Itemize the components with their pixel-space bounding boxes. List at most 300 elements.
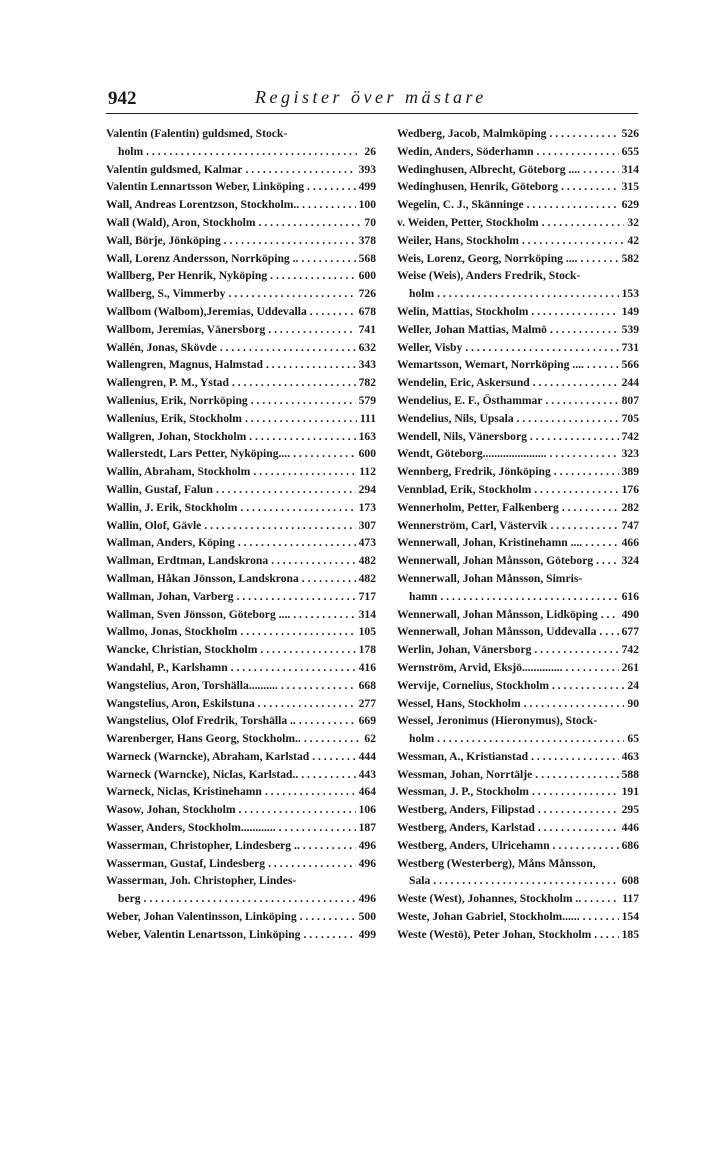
entry-page: 742 <box>621 429 639 443</box>
entry-page: 726 <box>358 287 376 301</box>
leader-dots <box>216 481 356 499</box>
entry-page: 499 <box>358 180 376 194</box>
leader-dots <box>144 890 356 908</box>
index-entry <box>106 606 376 624</box>
entry-page: 731 <box>621 340 639 354</box>
entry-name: Warneck, Niclas, Kristinehamn <box>106 785 262 799</box>
entry-name: Wendelius, E. F., Östhammar <box>397 393 543 407</box>
entry-name: Wallenius, Erik, Norrköping <box>106 393 248 407</box>
entry-page: 568 <box>358 251 376 265</box>
index-entry <box>106 463 376 481</box>
entry-name: holm <box>409 732 435 746</box>
leader-dots <box>302 196 355 214</box>
entry-page: 154 <box>621 910 639 924</box>
index-entry <box>106 801 376 819</box>
entry-page: 446 <box>621 821 639 835</box>
index-entry <box>397 499 639 517</box>
entry-page: 473 <box>358 536 376 550</box>
entry-page: 90 <box>627 696 639 710</box>
index-entry <box>106 321 376 339</box>
entry-page: 191 <box>621 785 639 799</box>
index-entry <box>397 214 639 232</box>
leader-dots <box>437 730 624 748</box>
leader-dots <box>253 463 356 481</box>
index-entry <box>397 872 639 890</box>
index-entry <box>397 178 639 196</box>
entry-page: 62 <box>364 732 376 746</box>
entry-page: 741 <box>358 322 376 336</box>
leader-dots <box>204 517 355 535</box>
entry-name: Wennerwall, Johan Månsson, Lidköping <box>397 607 598 621</box>
index-entry <box>397 606 639 624</box>
entry-name: Wervije, Cornelius, Stockholm <box>397 678 549 692</box>
entry-page: 314 <box>358 607 376 621</box>
entry-name: Wall, Lorenz Andersson, Norrköping .. <box>106 251 299 265</box>
entry-name: Wangstelius, Olof Fredrik, Torshälla .. <box>106 714 296 728</box>
index-entry <box>397 428 639 446</box>
leader-dots <box>531 303 618 321</box>
leader-dots <box>228 285 355 303</box>
entry-page: 600 <box>358 447 376 461</box>
entry-page: 323 <box>621 447 639 461</box>
entry-page: 443 <box>358 767 376 781</box>
entry-page: 106 <box>358 803 376 817</box>
leader-dots <box>550 517 618 535</box>
leader-dots <box>271 552 355 570</box>
leader-dots <box>268 855 356 873</box>
entry-name: Sala <box>409 874 431 888</box>
index-entry <box>397 285 639 303</box>
entry-name: Wessman, A., Kristianstad <box>397 749 529 763</box>
entry-page: 314 <box>621 162 639 176</box>
index-entry <box>397 748 639 766</box>
header-rule <box>106 113 638 114</box>
index-entry <box>397 267 639 285</box>
entry-name: Wallbom, Jeremias, Vänersborg <box>106 322 266 336</box>
leader-dots <box>527 196 619 214</box>
index-entry <box>106 196 376 214</box>
leader-dots <box>279 819 356 837</box>
entry-page: 496 <box>358 838 376 852</box>
entry-page: 496 <box>358 892 376 906</box>
index-entry <box>397 339 639 357</box>
entry-name: Westberg, Anders, Ulricehamn <box>397 838 550 852</box>
index-entry <box>106 908 376 926</box>
index-entry <box>397 801 639 819</box>
entry-name: Weber, Valentin Lenartsson, Linköping <box>106 927 301 941</box>
index-entry <box>397 677 639 695</box>
entry-name: Weste (West), Johannes, Stockholm .. <box>397 892 582 906</box>
page-number: 942 <box>108 88 137 109</box>
index-entry <box>397 588 639 606</box>
leader-dots <box>552 677 624 695</box>
entry-name: Wall, Andreas Lorentzson, Stockholm.. <box>106 198 300 212</box>
index-entry <box>106 552 376 570</box>
leader-dots <box>299 712 356 730</box>
entry-page: 65 <box>627 732 639 746</box>
index-entry <box>106 534 376 552</box>
leader-dots <box>531 748 619 766</box>
leader-dots <box>266 356 356 374</box>
entry-name: Wernström, Arvid, Eksjö.............. <box>397 660 563 674</box>
index-entry <box>106 659 376 677</box>
entry-name: Weber, Johan Valentinsson, Linköping <box>106 910 297 924</box>
leader-dots <box>245 161 355 179</box>
index-entry <box>397 356 639 374</box>
entry-name: hamn <box>409 589 438 603</box>
entry-page: 807 <box>621 393 639 407</box>
leader-dots <box>538 819 619 837</box>
entry-name: Wallman, Sven Jönsson, Göteborg .... <box>106 607 291 621</box>
leader-dots <box>561 178 619 196</box>
entry-name: Wallenius, Erik, Stockholm <box>106 411 242 425</box>
entry-page: 466 <box>621 536 639 550</box>
entry-page: 500 <box>358 910 376 924</box>
leader-dots <box>524 695 625 713</box>
entry-page: 782 <box>358 376 376 390</box>
entry-name: Wallmo, Jonas, Stockholm <box>106 625 238 639</box>
entry-page: 600 <box>358 269 376 283</box>
leader-dots <box>220 339 356 357</box>
entry-name: Wallin, Olof, Gävle <box>106 518 202 532</box>
entry-page: 496 <box>358 856 376 870</box>
leader-dots <box>240 623 355 641</box>
entry-page: 655 <box>621 144 639 158</box>
index-entry <box>397 321 639 339</box>
index-entry <box>106 481 376 499</box>
entry-page: 490 <box>621 607 639 621</box>
entry-name: Westberg, Anders, Karlstad <box>397 821 535 835</box>
leader-dots <box>300 908 356 926</box>
entry-name: Wedberg, Jacob, Malmköping <box>397 127 547 140</box>
leader-dots <box>259 214 362 232</box>
leader-dots <box>303 926 355 944</box>
index-entry <box>106 926 376 944</box>
entry-page: 105 <box>358 625 376 639</box>
entry-page: 32 <box>627 215 639 229</box>
leader-dots <box>240 499 355 517</box>
entry-name: Wasserman, Gustaf, Lindesberg <box>106 856 266 870</box>
index-entry <box>106 819 376 837</box>
entry-page: 588 <box>621 767 639 781</box>
entry-name: Wallman, Anders, Köping <box>106 536 235 550</box>
leader-dots <box>599 623 618 641</box>
leader-dots <box>224 232 356 250</box>
entry-page: 416 <box>358 660 376 674</box>
index-entry <box>106 232 376 250</box>
entry-page: 526 <box>621 127 639 140</box>
entry-page: 70 <box>364 215 376 229</box>
entry-page: 539 <box>621 322 639 336</box>
index-entry <box>397 303 639 321</box>
index-entry <box>106 588 376 606</box>
index-entry <box>106 178 376 196</box>
leader-dots <box>549 125 618 143</box>
leader-dots <box>542 214 625 232</box>
entry-name: Wennerström, Carl, Västervik <box>397 518 548 532</box>
entry-name: Wegelin, C. J., Skänninge <box>397 198 524 212</box>
entry-name: v. Weiden, Petter, Stockholm <box>397 215 539 229</box>
index-entry <box>106 695 376 713</box>
entry-page: 464 <box>358 785 376 799</box>
index-entry <box>397 855 639 873</box>
leader-dots <box>304 730 362 748</box>
entry-name: Weiler, Hans, Stockholm <box>397 233 519 247</box>
leader-dots <box>302 570 356 588</box>
index-entry <box>397 908 639 926</box>
index-entry <box>106 392 376 410</box>
entry-name: Wessel, Hans, Stockholm <box>397 696 521 710</box>
entry-page: 282 <box>621 500 639 514</box>
leader-dots <box>238 534 356 552</box>
index-entry <box>397 161 639 179</box>
index-entry <box>397 517 639 535</box>
leader-dots <box>562 499 619 517</box>
leader-dots <box>270 267 355 285</box>
entry-page: 608 <box>621 874 639 888</box>
entry-name: Wallin, Abraham, Stockholm <box>106 465 251 479</box>
leader-dots <box>437 285 618 303</box>
entry-page: 324 <box>621 554 639 568</box>
index-entry <box>397 730 639 748</box>
index-entry <box>106 428 376 446</box>
index-entry <box>397 463 639 481</box>
entry-name: Wennerwall, Johan Månsson, Simris- <box>397 571 583 585</box>
entry-name: Wallbom (Walbom),Jeremias, Uddevalla <box>106 304 307 318</box>
entry-page: 261 <box>621 660 639 674</box>
index-entry <box>397 445 639 463</box>
leader-dots <box>281 677 356 695</box>
entry-page: 566 <box>621 358 639 372</box>
index-entry <box>397 552 639 570</box>
index-entry <box>106 125 376 143</box>
entry-name: Wallengren, Magnus, Halmstad <box>106 358 263 372</box>
entry-page: 686 <box>621 838 639 852</box>
index-entry <box>106 374 376 392</box>
index-entry <box>106 783 376 801</box>
entry-page: 176 <box>621 482 639 496</box>
entry-name: Welin, Mattias, Stockholm <box>397 304 529 318</box>
index-entry <box>397 712 639 730</box>
index-entry <box>106 143 376 161</box>
index-entry <box>397 410 639 428</box>
leader-dots <box>245 410 357 428</box>
leader-dots <box>307 178 356 196</box>
entry-page: 178 <box>358 643 376 657</box>
entry-name: Wangstelius, Aron, Torshälla.......... <box>106 678 278 692</box>
left-column <box>106 125 376 944</box>
entry-name: Wessel, Jeronimus (Hieronymus), Stock- <box>397 714 598 728</box>
entry-name: Valentin guldsmed, Kalmar <box>106 162 243 176</box>
entry-page: 742 <box>621 643 639 657</box>
entry-page: 185 <box>621 927 639 941</box>
entry-name: Westberg, Anders, Filipstad <box>397 803 535 817</box>
index-entry <box>397 659 639 677</box>
index-entry <box>397 695 639 713</box>
leader-dots <box>517 410 619 428</box>
leader-dots <box>580 250 618 268</box>
entry-name: berg <box>118 892 141 906</box>
entry-page: 579 <box>358 393 376 407</box>
leader-dots <box>534 481 618 499</box>
index-entry <box>106 641 376 659</box>
entry-name: Wendell, Nils, Vänersborg <box>397 429 527 443</box>
leader-dots <box>268 321 355 339</box>
leader-dots <box>260 641 355 659</box>
entry-page: 463 <box>621 749 639 763</box>
entry-page: 112 <box>359 465 376 479</box>
index-entry <box>397 143 639 161</box>
entry-name: Wallman, Johan, Varberg <box>106 589 234 603</box>
leader-dots <box>566 659 619 677</box>
index-entry <box>106 623 376 641</box>
entry-name: Weis, Lorenz, Georg, Norrköping .... <box>397 251 578 265</box>
entry-page: 389 <box>621 465 639 479</box>
leader-dots <box>545 392 618 410</box>
entry-page: 717 <box>358 589 376 603</box>
entry-page: 294 <box>358 482 376 496</box>
entry-name: Wendelius, Nils, Upsala <box>397 411 514 425</box>
entry-name: Warneck (Warncke), Niclas, Karlstad.. <box>106 767 299 781</box>
entry-page: 163 <box>358 429 376 443</box>
entry-name: Wallgren, Johan, Stockholm <box>106 429 247 443</box>
leader-dots <box>251 392 356 410</box>
entry-name: Wangstelius, Aron, Eskilstuna <box>106 696 255 710</box>
index-entry <box>106 837 376 855</box>
entry-name: Wennerwall, Johan Månsson, Uddevalla <box>397 625 597 639</box>
leader-dots <box>265 783 356 801</box>
entry-page: 24 <box>627 678 639 692</box>
entry-name: Wemartsson, Wemart, Norrköping .... <box>397 358 584 372</box>
entry-name: Wedinghusen, Henrik, Göteborg <box>397 180 559 194</box>
leader-dots <box>554 463 619 481</box>
entry-page: 187 <box>358 821 376 835</box>
index-entry <box>106 356 376 374</box>
leader-dots <box>583 908 619 926</box>
leader-dots <box>293 445 356 463</box>
entry-page: 343 <box>358 358 376 372</box>
entry-page: 629 <box>621 198 639 212</box>
leader-dots <box>594 926 618 944</box>
leader-dots <box>535 766 618 784</box>
leader-dots <box>583 161 619 179</box>
leader-dots <box>587 356 619 374</box>
entry-page: 111 <box>359 411 376 425</box>
index-entry <box>106 890 376 908</box>
entry-name: Wallin, J. Erik, Stockholm <box>106 500 238 514</box>
entry-name: Wall, Börje, Jönköping <box>106 233 221 247</box>
entry-page: 277 <box>358 696 376 710</box>
right-column <box>397 125 639 944</box>
leader-dots <box>522 232 624 250</box>
entry-page: 315 <box>621 180 639 194</box>
index-entry <box>106 855 376 873</box>
leader-dots <box>310 303 356 321</box>
leader-dots <box>239 801 356 819</box>
entry-name: Wedinghusen, Albrecht, Göteborg .... <box>397 162 581 176</box>
entry-page: 244 <box>621 376 639 390</box>
leader-dots <box>301 250 355 268</box>
entry-name: Wedin, Anders, Söderhamn <box>397 144 534 158</box>
entry-name: Valentin Lennartsson Weber, Linköping <box>106 180 305 194</box>
entry-page: 747 <box>621 518 639 532</box>
leader-dots <box>303 837 356 855</box>
index-entry <box>106 303 376 321</box>
entry-name: Wancke, Christian, Stockholm <box>106 643 258 657</box>
entry-page: 669 <box>358 714 376 728</box>
leader-dots <box>258 695 356 713</box>
entry-page: 100 <box>358 198 376 212</box>
index-entry <box>106 267 376 285</box>
entry-page: 616 <box>621 589 639 603</box>
index-entry <box>397 766 639 784</box>
entry-name: Wasserman, Joh. Christopher, Lindes- <box>106 874 297 888</box>
entry-page: 482 <box>358 571 376 585</box>
entry-page: 393 <box>358 162 376 176</box>
entry-name: Valentin (Falentin) guldsmed, Stock- <box>106 127 288 140</box>
leader-dots <box>585 534 618 552</box>
entry-page: 117 <box>622 892 639 906</box>
leader-dots <box>232 374 356 392</box>
entry-name: Weller, Johan Mattias, Malmö <box>397 322 547 336</box>
leader-dots <box>584 890 619 908</box>
index-entry <box>106 730 376 748</box>
index-entry <box>106 748 376 766</box>
entry-name: Wennerwall, Johan, Kristinehamn .... <box>397 536 583 550</box>
index-entry <box>397 623 639 641</box>
entry-name: Wallin, Gustaf, Falun <box>106 482 213 496</box>
entry-name: Wallerstedt, Lars Petter, Nyköping.... <box>106 447 291 461</box>
index-entry <box>397 783 639 801</box>
entry-name: Weste (Westö), Peter Johan, Stockholm <box>397 927 592 941</box>
index-entry <box>397 481 639 499</box>
entry-page: 482 <box>358 554 376 568</box>
leader-dots <box>249 428 355 446</box>
index-entry <box>106 339 376 357</box>
leader-dots <box>433 872 618 890</box>
leader-dots <box>534 641 618 659</box>
entry-name: Wallengren, P. M., Ystad <box>106 376 229 390</box>
entry-name: Wandahl, P., Karlshamn <box>106 660 228 674</box>
entry-page: 677 <box>621 625 639 639</box>
entry-name: Weller, Visby <box>397 340 463 354</box>
index-entry <box>106 214 376 232</box>
leader-dots <box>530 428 619 446</box>
index-entry <box>106 410 376 428</box>
entry-name: Warneck (Warncke), Abraham, Karlstad <box>106 749 310 763</box>
index-entry <box>106 677 376 695</box>
entry-name: Vennblad, Erik, Stockholm <box>397 482 532 496</box>
index-entry <box>106 445 376 463</box>
leader-dots <box>231 659 356 677</box>
leader-dots <box>538 801 619 819</box>
index-entry <box>397 641 639 659</box>
index-entry <box>397 534 639 552</box>
entry-name: Wallman, Erdtman, Landskrona <box>106 554 269 568</box>
index-entry <box>106 766 376 784</box>
entry-page: 378 <box>358 233 376 247</box>
index-entry <box>397 570 639 588</box>
leader-dots <box>596 552 618 570</box>
index-entry <box>397 196 639 214</box>
leader-dots <box>465 339 618 357</box>
index-entry <box>397 890 639 908</box>
entry-page: 173 <box>358 500 376 514</box>
running-head-title: Register över mästare <box>255 87 487 107</box>
entry-name: Wendt, Göteborg...................... <box>397 447 547 461</box>
entry-name: Wasser, Anders, Stockholm............ <box>106 821 276 835</box>
index-entry <box>397 125 639 143</box>
